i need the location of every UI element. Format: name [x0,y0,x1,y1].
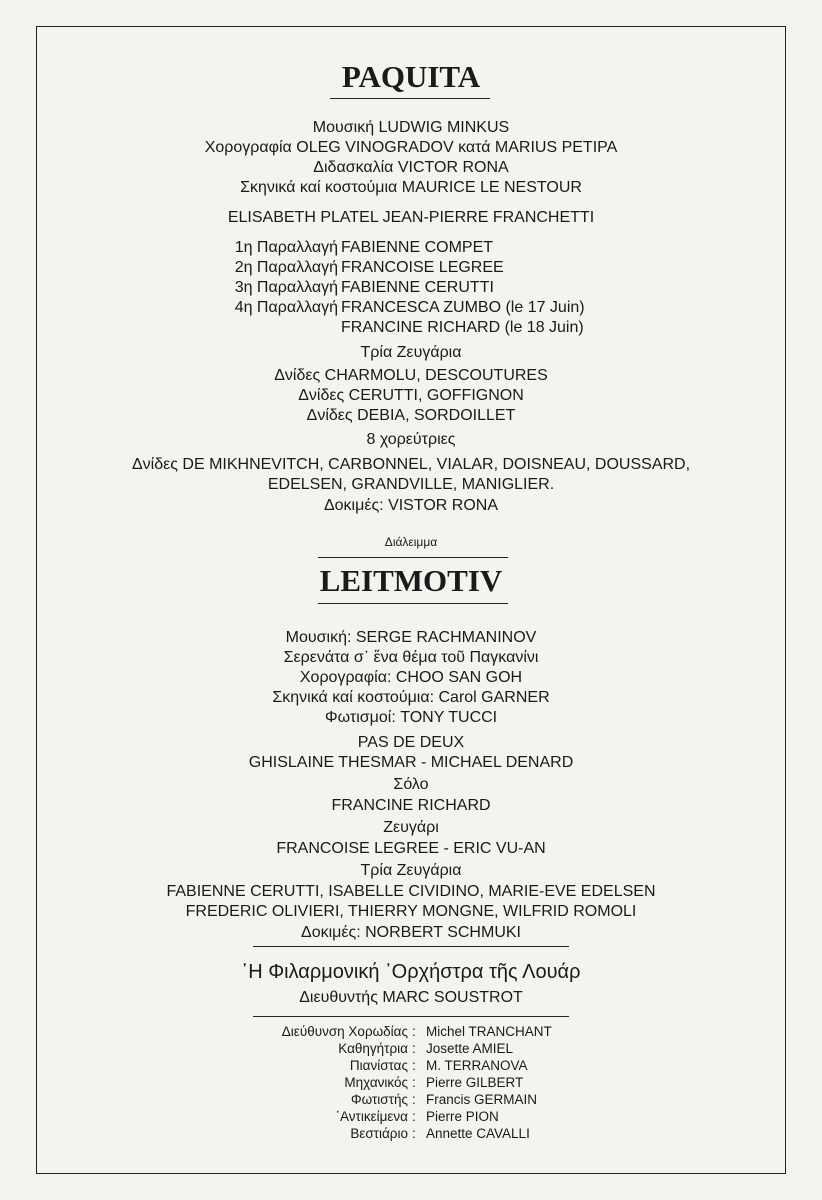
solo-heading: Σόλο [393,776,429,793]
variation-row [0,238,822,258]
variation-row [0,298,822,318]
leitmotiv-title: LEITMOTIV [319,563,503,598]
leitmotiv-serenade: Σερενάτα σ᾿ ἕνα θέμα τοῦ Παγκανίνι [283,649,539,666]
orchestra-conductor: Διευθυντής MARC SOUSTROT [299,989,523,1006]
paquita-sets: Σκηνικά καί κοστούμια MAURICE LE NESTOUR [240,179,582,196]
leitmotiv-rehearsals: Δοκιμές: NORBERT SCHMUKI [301,924,521,941]
couple-names: FRANCOISE LEGREE - ERIC VU-AN [276,840,546,857]
paquita-dancers-heading: 8 χορεύτριες [366,431,456,448]
three-couples-line1: FABIENNE CERUTTI, ISABELLE CIVIDINO, MARIE-EVE EDELSEN [166,883,656,900]
three-couples-line2: FREDERIC OLIVIERI, THIERRY MONGNE, WILFRID ROMOLI [185,903,637,920]
variation-row [0,318,822,338]
paquita-title-underline [330,98,490,99]
crew-name: Pierre GILBERT [426,1075,524,1090]
crew-role: Βεστιάριο [350,1126,408,1141]
variation-name: FRANCESCA ZUMBO (le 17 Juin) [341,299,585,316]
paquita-couple: Δνίδες DEBIA, SORDOILLET [306,407,516,424]
crew-role: ᾿Αντικείμενα [335,1109,408,1124]
crew-role: Διεύθυνση Χορωδίας [281,1024,408,1039]
crew-row [0,1057,822,1074]
crew-row [0,1091,822,1108]
leitmotiv-lighting: Φωτισμοί: TONY TUCCI [324,709,498,726]
crew-name: Pierre PION [426,1109,499,1124]
crew-separator: : [412,1092,416,1107]
paquita-choreography: Χορογραφία OLEG VINOGRADOV κατά MARIUS PETIPA [204,139,618,156]
variation-name: FABIENNE CERUTTI [341,279,494,296]
paquita-music: Μουσική LUDWIG MINKUS [312,119,510,136]
variation-name: FABIENNE COMPET [341,239,494,256]
paquita-title: PAQUITA [341,59,481,94]
crew-separator: : [412,1024,416,1039]
paquita-three-couples: Τρία Ζευγάρια [360,344,462,361]
crew-name: Annette CAVALLI [426,1126,530,1141]
variation-name: FRANCINE RICHARD (le 18 Juin) [341,319,584,336]
paquita-rehearsals: Δοκιμές: VISTOR RONA [323,497,499,514]
couple-heading: Ζευγάρι [383,819,439,836]
crew-separator: : [412,1058,416,1073]
crew-row [0,1108,822,1125]
variation-label: 1η Παραλλαγή [234,239,338,256]
pdd-heading: PAS DE DEUX [357,734,465,751]
pdd-names: GHISLAINE THESMAR - MICHAEL DENARD [248,754,574,771]
crew-row [0,1023,822,1040]
crew-role: Φωτιστής [350,1092,408,1107]
crew-role: Μηχανικός [344,1075,408,1090]
paquita-dancers-line1: Δνίδες DE MIKHNEVITCH, CARBONNEL, VIALAR, DOISNEAU, DOUSSARD, [131,456,691,473]
variation-label: 3η Παραλλαγή [234,279,338,296]
paquita-couple: Δνίδες CERUTTI, GOFFIGNON [298,387,524,404]
crew-role: Πιανίστας [349,1058,408,1073]
leitmotiv-choreography: Χορογραφία: CHOO SAN GOH [299,669,523,686]
crew-separator: : [412,1041,416,1056]
leitmotiv-title-underline [318,603,508,604]
solo-name: FRANCINE RICHARD [331,797,491,814]
variation-name: FRANCOISE LEGREE [341,259,504,276]
variation-row [0,258,822,278]
crew-name: Francis GERMAIN [426,1092,538,1107]
variation-row [0,278,822,298]
crew-top-rule [253,1016,569,1017]
crew-row [0,1125,822,1142]
paquita-dancers-line2: EDELSEN, GRANDVILLE, MANIGLIER. [267,476,555,493]
crew-row [0,1040,822,1057]
crew-separator: : [412,1075,416,1090]
orchestra-name: ῾Η Φιλαρμονική ᾿Ορχήστρα τῆς Λουάρ [241,961,581,983]
leitmotiv-sets: Σκηνικά καί κοστούμια: Carol GARNER [272,689,550,706]
crew-name: Michel TRANCHANT [426,1024,552,1039]
leitmotiv-top-rule [318,557,508,558]
intermission: Διάλειμμα [384,535,438,549]
crew-row [0,1074,822,1091]
paquita-teaching: Διδασκαλία VICTOR RONA [313,159,509,176]
three-couples-heading: Τρία Ζευγάρια [360,862,462,879]
paquita-leads: ELISABETH PLATEL JEAN-PIERRE FRANCHETTI [227,209,595,226]
paquita-couple: Δνίδες CHARMOLU, DESCOUTURES [274,367,548,384]
crew-separator: : [412,1126,416,1141]
crew-name: M. TERRANOVA [426,1058,528,1073]
variation-label: 2η Παραλλαγή [234,259,338,276]
crew-separator: : [412,1109,416,1124]
orchestra-top-rule [253,946,569,947]
crew-role: Καθηγήτρια [338,1041,408,1056]
leitmotiv-music: Μουσική: SERGE RACHMANINOV [285,629,537,646]
crew-name: Josette AMIEL [426,1041,514,1056]
variation-label: 4η Παραλλαγή [234,299,338,316]
